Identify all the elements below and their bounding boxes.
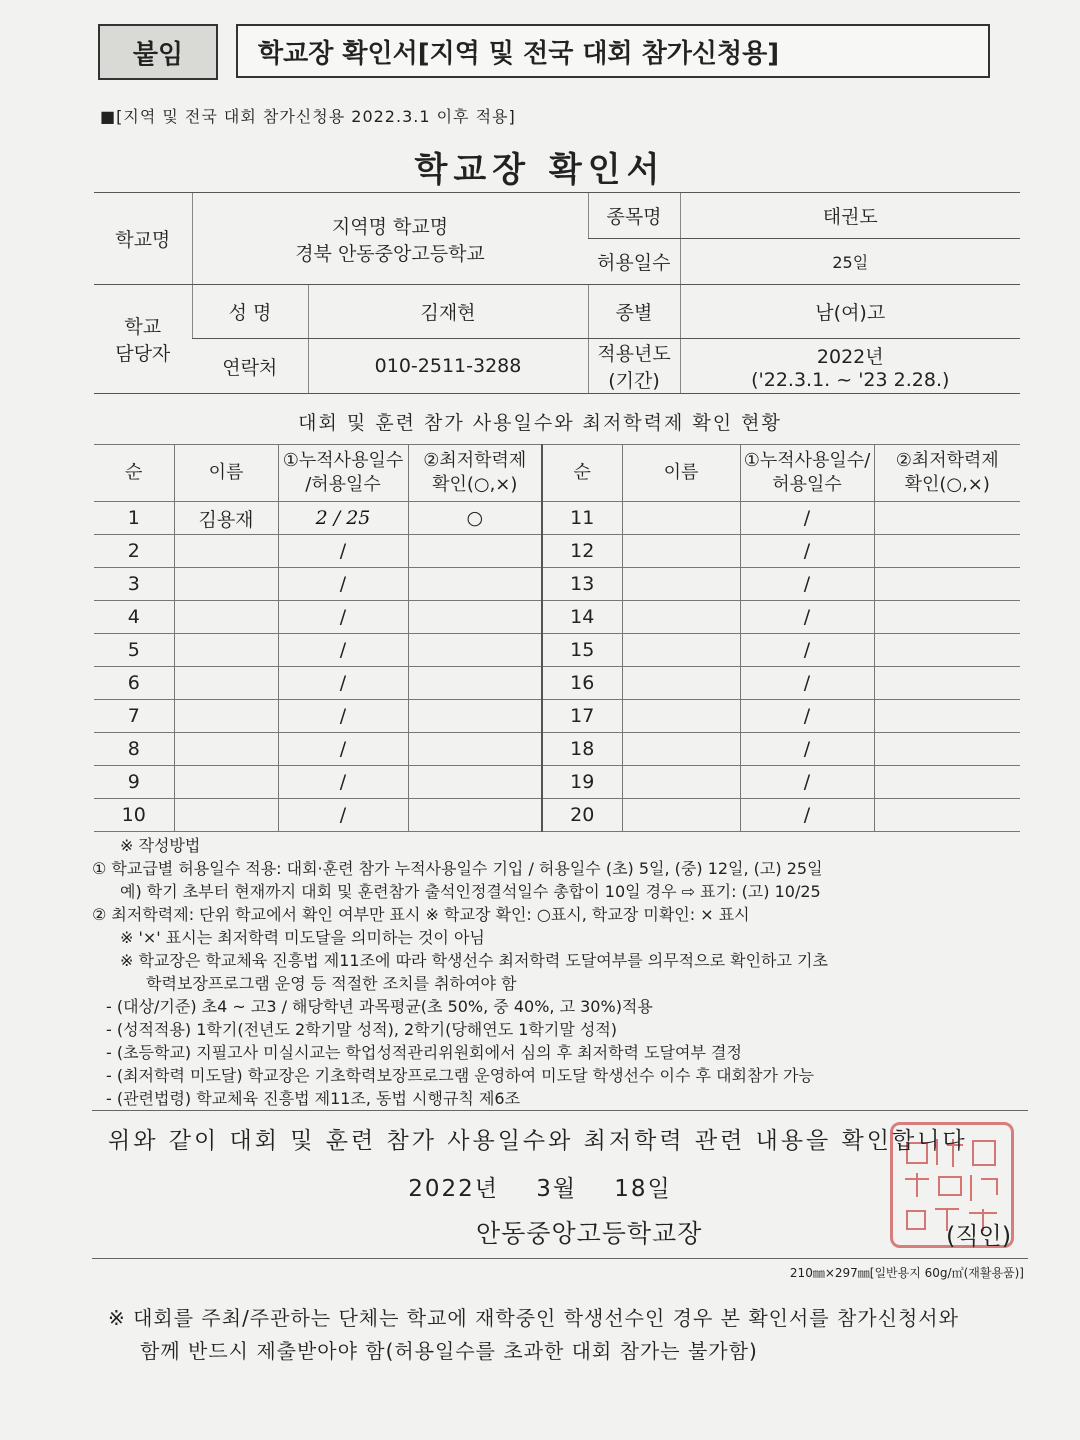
footer-note-line1: ※ 대회를 주최/주관하는 단체는 학교에 재학중인 학생선수인 경우 본 확인서를 참가신청서와 <box>108 1306 959 1330</box>
year-label <box>588 339 680 394</box>
row-days: / <box>278 733 408 766</box>
row-check <box>408 799 542 832</box>
row-no-right: 12 <box>542 535 622 568</box>
instruction-dash5: - (관련법령) 학교체육 진흥법 제11조, 동법 시행규칙 제6조 <box>106 1089 521 1108</box>
row-days-right: / <box>740 601 874 634</box>
row-name <box>174 733 278 766</box>
allowed-days-label: 허용일수 <box>588 239 680 285</box>
row-no: 3 <box>94 568 174 601</box>
row-days: / <box>278 634 408 667</box>
divider-top <box>92 1110 1028 1111</box>
row-check-right <box>874 601 1020 634</box>
row-name-right <box>622 733 740 766</box>
seal-label: (직인) <box>946 1222 1012 1250</box>
name-value: 김재현 <box>308 285 588 339</box>
sport-value: 태권도 <box>680 193 1020 239</box>
instruction-item1-example: 예) 학기 초부터 현재까지 대회 및 훈련참가 출석인정결석일수 총합이 10일 경우 ⇨ 표기: (고) 10/25 <box>120 882 821 901</box>
row-days: / <box>278 700 408 733</box>
manager-label-line1: 학교 <box>124 316 162 338</box>
row-name-right <box>622 568 740 601</box>
row-name <box>174 568 278 601</box>
col-days-right-line1: ①누적사용일수/ <box>743 450 871 471</box>
year-value-line1: 2022년 <box>816 345 884 368</box>
document-title: 학교장 확인서 <box>414 150 666 190</box>
instruction-dash2: - (성적적용) 1학기(전년도 2학기말 성적), 2학기(당해연도 1학기말 성적) <box>106 1020 618 1039</box>
row-no: 6 <box>94 667 174 700</box>
row-name-right <box>622 634 740 667</box>
sport-label: 종목명 <box>588 193 680 239</box>
table-row <box>94 799 1020 832</box>
row-name <box>174 535 278 568</box>
instruction-note2a: ※ 학교장은 학교체육 진흥법 제11조에 따라 학생선수 최저학력 도달여부를 의무적으로 확인하고 기초 <box>120 951 828 970</box>
row-name-right <box>622 535 740 568</box>
row-no-right: 17 <box>542 700 622 733</box>
row-no: 7 <box>94 700 174 733</box>
row-check-right <box>874 700 1020 733</box>
table-row <box>94 634 1020 667</box>
row-check: ○ <box>408 502 542 535</box>
row-check <box>408 634 542 667</box>
row-name-right <box>622 502 740 535</box>
paper-spec: 210㎜×297㎜[일반용지 60g/㎡(재활용품)] <box>789 1266 1024 1280</box>
row-check-right <box>874 733 1020 766</box>
col-check-line2: 확인(○,×) <box>432 474 518 495</box>
row-name-right <box>622 700 740 733</box>
table-row <box>94 535 1020 568</box>
col-no: 순 <box>94 445 174 502</box>
row-no: 1 <box>94 502 174 535</box>
row-name-right <box>622 667 740 700</box>
form-title-box: 학교장 확인서[지역 및 전국 대회 참가신청용] <box>236 24 990 78</box>
col-name: 이름 <box>174 445 278 502</box>
table-row <box>94 766 1020 799</box>
school-name-label: 학교명 <box>94 193 192 285</box>
row-days: 2 / 25 <box>278 502 408 535</box>
row-no-right: 11 <box>542 502 622 535</box>
manager-label <box>94 285 192 394</box>
row-no-right: 13 <box>542 568 622 601</box>
row-days: / <box>278 601 408 634</box>
row-name: 김용재 <box>174 502 278 535</box>
instruction-note2b: 학력보장프로그램 운영 등 적절한 조치를 취하여야 함 <box>146 974 517 993</box>
row-no-right: 16 <box>542 667 622 700</box>
col-name-right: 이름 <box>622 445 740 502</box>
row-name <box>174 634 278 667</box>
col-days-line1: ①누적사용일수 <box>282 450 404 471</box>
row-no-right: 18 <box>542 733 622 766</box>
row-no: 9 <box>94 766 174 799</box>
row-no-right: 19 <box>542 766 622 799</box>
table-row <box>94 568 1020 601</box>
row-days-right: / <box>740 799 874 832</box>
row-check <box>408 568 542 601</box>
gender-label: 종별 <box>588 285 680 339</box>
school-info-table <box>94 192 1020 394</box>
year-value-line2: ('22.3.1. ~ '23 2.28.) <box>751 368 950 391</box>
row-name-right <box>622 601 740 634</box>
row-no-right: 15 <box>542 634 622 667</box>
row-days: / <box>278 667 408 700</box>
row-no: 2 <box>94 535 174 568</box>
row-no: 8 <box>94 733 174 766</box>
row-check-right <box>874 667 1020 700</box>
col-no-right: 순 <box>542 445 622 502</box>
manager-label-line2: 담당자 <box>115 343 171 365</box>
contact-label: 연락처 <box>192 339 308 394</box>
row-days-right: / <box>740 733 874 766</box>
row-days-right: / <box>740 634 874 667</box>
school-name-line2: 경북 안동중앙고등학교 <box>295 242 485 265</box>
row-no: 10 <box>94 799 174 832</box>
row-days: / <box>278 766 408 799</box>
row-days-right: / <box>740 535 874 568</box>
col-days-right-line2: 허용일수 <box>772 474 842 495</box>
year-value <box>680 339 1020 394</box>
row-check-right <box>874 634 1020 667</box>
row-check <box>408 535 542 568</box>
year-label-line2: (기간) <box>608 370 660 392</box>
allowed-days-value: 25일 <box>680 239 1020 285</box>
row-check-right <box>874 568 1020 601</box>
row-check <box>408 733 542 766</box>
instruction-dash4: - (최저학력 미도달) 학교장은 기초학력보장프로그램 운영하여 미도달 학생선수 이수 후 대회참가 가능 <box>106 1066 814 1085</box>
row-days: / <box>278 799 408 832</box>
instruction-item1: ① 학교급별 허용일수 적용: 대회·훈련 참가 누적사용일수 기입 / 허용일수 (초) 5일, (중) 12일, (고) 25일 <box>92 859 823 878</box>
footer-note <box>108 1302 959 1368</box>
row-name <box>174 601 278 634</box>
table-row <box>94 667 1020 700</box>
usage-table <box>94 444 1020 832</box>
col-days-right <box>740 445 874 502</box>
col-days-line2: /허용일수 <box>305 474 381 495</box>
row-check-right <box>874 502 1020 535</box>
row-name-right <box>622 766 740 799</box>
instruction-dash1: - (대상/기준) 초4 ~ 고3 / 해당학년 과목평균(초 50%, 중 40%, 고 30%)적용 <box>106 997 653 1016</box>
instruction-dash3: - (초등학교) 지필고사 미실시교는 학업성적관리위원회에서 심의 후 최저학력 도달여부 결정 <box>106 1043 742 1062</box>
confirmation-statement: 위와 같이 대회 및 훈련 참가 사용일수와 최저학력 관련 내용을 확인합니다 <box>108 1128 968 1154</box>
table-row <box>94 601 1020 634</box>
instructions-heading: ※ 작성방법 <box>120 836 201 855</box>
row-days-right: / <box>740 667 874 700</box>
status-section-title: 대회 및 훈련 참가 사용일수와 최저학력제 확인 현황 <box>298 412 782 434</box>
school-name-value <box>192 193 588 285</box>
row-days: / <box>278 535 408 568</box>
gender-value: 남(여)고 <box>680 285 1020 339</box>
confirmation-date: 2022년 3월 18일 <box>408 1176 672 1202</box>
attachment-tag: 붙임 <box>98 24 218 80</box>
application-note: ■[지역 및 전국 대회 참가신청용 2022.3.1 이후 적용] <box>100 107 516 126</box>
row-days-right: / <box>740 568 874 601</box>
row-check-right <box>874 766 1020 799</box>
instruction-item2: ② 최저학력제: 단위 학교에서 확인 여부만 표시 ※ 학교장 확인: ○표시, 학교장 미확인: × 표시 <box>92 905 750 924</box>
row-days-right: / <box>740 502 874 535</box>
row-no: 5 <box>94 634 174 667</box>
row-check <box>408 667 542 700</box>
divider-bottom <box>92 1258 1028 1259</box>
instruction-note1: ※ '×' 표시는 최저학력 미도달을 의미하는 것이 아님 <box>120 928 485 947</box>
row-check <box>408 601 542 634</box>
row-days-right: / <box>740 766 874 799</box>
row-days: / <box>278 568 408 601</box>
row-check <box>408 766 542 799</box>
usage-table-header <box>94 445 1020 502</box>
col-check-right-line2: 확인(○,×) <box>904 474 990 495</box>
table-row <box>94 733 1020 766</box>
row-name <box>174 766 278 799</box>
row-check-right <box>874 799 1020 832</box>
footer-note-line2: 함께 반드시 제출받아야 함(허용일수를 초과한 대회 참가는 불가함) <box>140 1339 758 1363</box>
row-check-right <box>874 535 1020 568</box>
table-row <box>94 502 1020 535</box>
col-check <box>408 445 542 502</box>
row-no: 4 <box>94 601 174 634</box>
row-days-right: / <box>740 700 874 733</box>
col-check-right <box>874 445 1020 502</box>
principal-name: 안동중앙고등학교장 <box>476 1219 703 1248</box>
col-check-line1: ②최저학력제 <box>423 450 527 471</box>
row-name <box>174 667 278 700</box>
row-no-right: 20 <box>542 799 622 832</box>
instructions <box>92 834 1032 1110</box>
row-name-right <box>622 799 740 832</box>
col-check-right-line1: ②최저학력제 <box>895 450 999 471</box>
year-label-line1: 적용년도 <box>597 343 671 365</box>
row-name <box>174 700 278 733</box>
school-name-line1: 지역명 학교명 <box>331 215 449 238</box>
table-row <box>94 700 1020 733</box>
row-no-right: 14 <box>542 601 622 634</box>
row-check <box>408 700 542 733</box>
contact-value: 010-2511-3288 <box>308 339 588 394</box>
name-label: 성 명 <box>192 285 308 339</box>
col-days <box>278 445 408 502</box>
row-name <box>174 799 278 832</box>
